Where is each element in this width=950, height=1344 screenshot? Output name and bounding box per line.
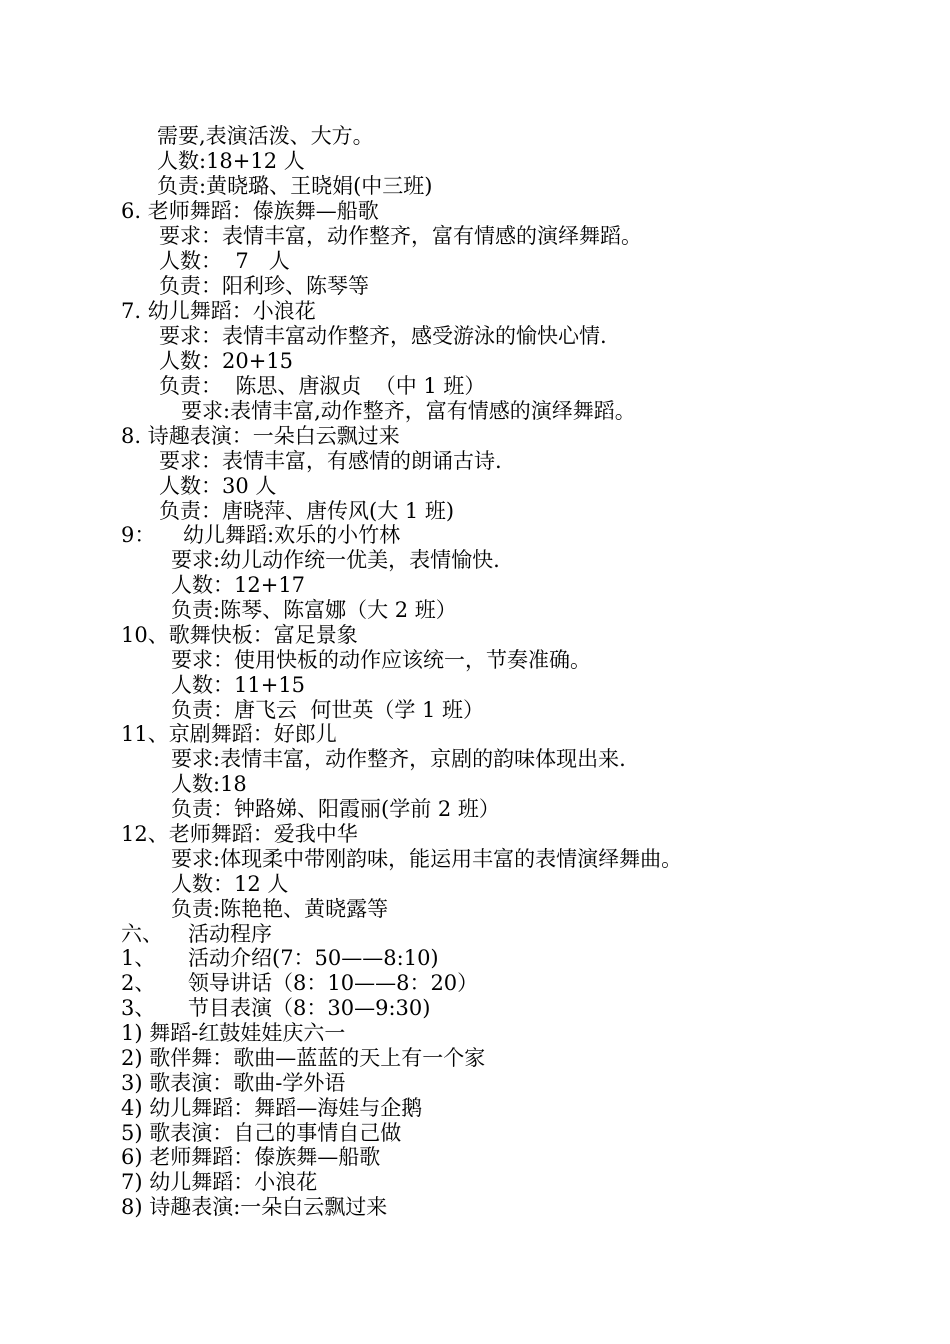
section-heading: 活动程序 xyxy=(188,922,272,946)
text-line: 人数：12 人 xyxy=(171,872,289,896)
item-heading: 11、京剧舞蹈：好郎儿 xyxy=(121,722,337,746)
text-line: 人数:18 xyxy=(171,772,247,796)
text-line: 要求：表情丰富动作整齐，感受游泳的愉快心情. xyxy=(159,324,607,348)
step-number: 1、 xyxy=(121,946,156,970)
text-line: 人数：11+15 xyxy=(171,673,306,697)
program-item: 5) 歌表演：自己的事情自己做 xyxy=(121,1121,402,1145)
text-line: 负责：钟路娣、阳霞丽(学前 2 班） xyxy=(171,797,500,821)
step-text: 活动介绍(7：50——8:10) xyxy=(188,946,439,970)
item-heading: 8. 诗趣表演：一朵白云飘过来 xyxy=(121,424,400,448)
text-line: 负责：唐晓萍、唐传风(大 1 班) xyxy=(159,499,455,523)
program-item: 4) 幼儿舞蹈：舞蹈—海娃与企鹅 xyxy=(121,1096,423,1120)
text-line: 要求：使用快板的动作应该统一，节奏准确。 xyxy=(171,648,591,672)
program-item: 7) 幼儿舞蹈：小浪花 xyxy=(121,1170,318,1194)
text-line: 要求：表情丰富，有感情的朗诵古诗. xyxy=(159,449,502,473)
text-line: 需要,表演活泼、大方。 xyxy=(157,124,374,148)
item-heading: 幼儿舞蹈:欢乐的小竹林 xyxy=(183,523,401,547)
text-line: 要求：表情丰富，动作整齐，富有情感的演绎舞蹈。 xyxy=(159,224,642,248)
text-line: 要求:表情丰富,动作整齐，富有情感的演绎舞蹈。 xyxy=(181,399,636,423)
section-number: 六、 xyxy=(121,922,163,946)
text-line: 人数： 7 人 xyxy=(159,249,290,273)
text-line: 人数：30 人 xyxy=(159,474,277,498)
item-heading: 7. 幼儿舞蹈：小浪花 xyxy=(121,299,316,323)
step-text: 领导讲话（8：10——8：20） xyxy=(188,971,479,995)
text-line: 要求:体现柔中带刚韵味，能运用丰富的表情演绎舞曲。 xyxy=(171,847,683,871)
text-line: 要求:表情丰富，动作整齐，京剧的韵味体现出来. xyxy=(171,747,626,771)
text-line: 要求:幼儿动作统一优美，表情愉快. xyxy=(171,548,500,572)
program-item: 2) 歌伴舞：歌曲—蓝蓝的天上有一个家 xyxy=(121,1046,486,1070)
text-line: 负责:陈艳艳、黄晓露等 xyxy=(171,897,389,921)
text-line: 负责： 陈思、唐淑贞 （中 1 班） xyxy=(159,374,486,398)
step-number: 3、 xyxy=(121,996,156,1020)
item-number: 9： xyxy=(121,523,156,547)
text-line: 人数：20+15 xyxy=(159,349,294,373)
text-line: 人数：12+17 xyxy=(171,573,306,597)
text-line: 负责：阳利珍、陈琴等 xyxy=(159,274,369,298)
text-line: 人数:18+12 人 xyxy=(157,149,305,173)
program-item: 6) 老师舞蹈：傣族舞—船歌 xyxy=(121,1145,381,1169)
item-heading: 6. 老师舞蹈：傣族舞—船歌 xyxy=(121,199,379,223)
step-text: 节目表演（8：30—9:30) xyxy=(188,996,431,1020)
program-item: 3) 歌表演：歌曲-学外语 xyxy=(121,1071,346,1095)
item-heading: 10、歌舞快板：富足景象 xyxy=(121,623,358,647)
item-heading: 12、老师舞蹈：爱我中华 xyxy=(121,822,358,846)
step-number: 2、 xyxy=(121,971,156,995)
text-line: 负责:陈琴、陈富娜（大 2 班） xyxy=(171,598,457,622)
program-item: 8) 诗趣表演:一朵白云飘过来 xyxy=(121,1195,388,1219)
text-line: 负责:黄晓璐、王晓娟(中三班) xyxy=(157,174,433,198)
text-line: 负责：唐飞云 何世英（学 1 班） xyxy=(171,698,485,722)
program-item: 1) 舞蹈-红鼓娃娃庆六一 xyxy=(121,1021,346,1045)
